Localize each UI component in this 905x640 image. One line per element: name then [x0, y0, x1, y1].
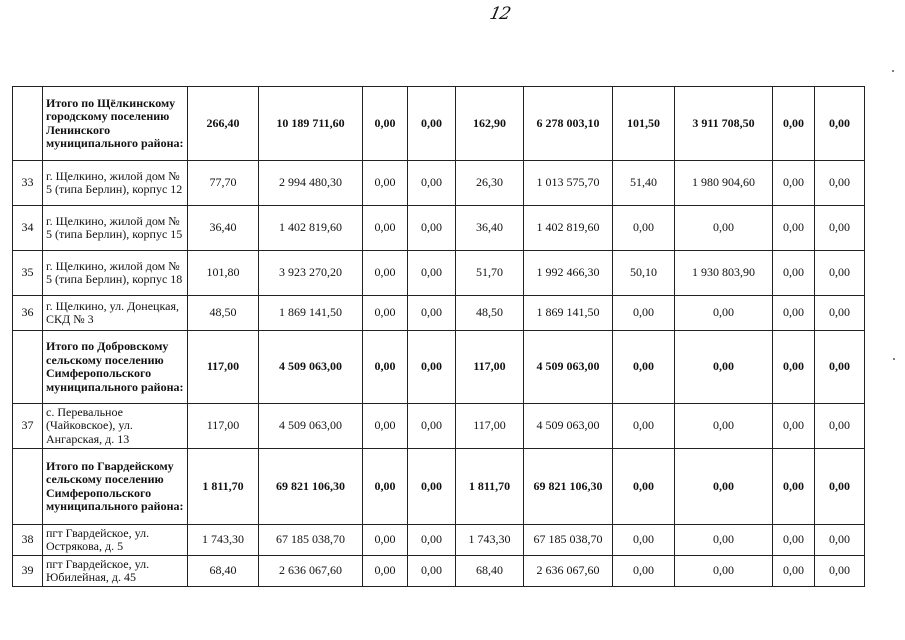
table-row	[13, 296, 865, 331]
cell-value: 48,50	[188, 296, 259, 331]
cell-value: 0,00	[773, 331, 815, 404]
cell-value: 0,00	[613, 206, 675, 251]
cell-value: 0,00	[675, 206, 773, 251]
cell-value: 26,30	[456, 161, 524, 206]
cell-value: 2 994 480,30	[259, 161, 363, 206]
row-name: Итого по Добровскому сельскому поселению Симферопольского муниципального района:	[43, 331, 188, 404]
cell-value: 117,00	[188, 404, 259, 449]
cell-value: 68,40	[188, 556, 259, 587]
row-name: г. Щелкино, ул. Донецкая, СКД № 3	[43, 296, 188, 331]
cell-value: 48,50	[456, 296, 524, 331]
page-number: 12	[487, 4, 512, 24]
cell-value: 77,70	[188, 161, 259, 206]
cell-value: 1 811,70	[188, 449, 259, 525]
cell-value: 0,00	[408, 404, 456, 449]
cell-value: 0,00	[363, 87, 408, 161]
cell-value: 0,00	[773, 404, 815, 449]
cell-value: 51,70	[456, 251, 524, 296]
cell-value: 2 636 067,60	[259, 556, 363, 587]
cell-value: 0,00	[613, 296, 675, 331]
cell-value: 0,00	[613, 331, 675, 404]
scan-speck	[892, 70, 894, 72]
cell-value: 67 185 038,70	[524, 525, 613, 556]
cell-value: 1 743,30	[456, 525, 524, 556]
cell-value: 10 189 711,60	[259, 87, 363, 161]
cell-value: 4 509 063,00	[259, 331, 363, 404]
table-row	[13, 404, 865, 449]
cell-value: 4 509 063,00	[524, 331, 613, 404]
cell-value: 4 509 063,00	[524, 404, 613, 449]
cell-value: 4 509 063,00	[259, 404, 363, 449]
cell-value: 1 992 466,30	[524, 251, 613, 296]
row-number: 35	[13, 251, 43, 296]
cell-value: 3 923 270,20	[259, 251, 363, 296]
cell-value: 6 278 003,10	[524, 87, 613, 161]
cell-value: 117,00	[188, 331, 259, 404]
cell-value: 0,00	[363, 404, 408, 449]
cell-value: 0,00	[675, 331, 773, 404]
cell-value: 0,00	[815, 449, 865, 525]
cell-value: 0,00	[408, 449, 456, 525]
cell-value: 1 402 819,60	[259, 206, 363, 251]
table-row	[13, 87, 865, 161]
cell-value: 0,00	[408, 87, 456, 161]
cell-value: 0,00	[773, 206, 815, 251]
row-name: г. Щелкино, жилой дом № 5 (типа Берлин), корпус 18	[43, 251, 188, 296]
cell-value: 1 930 803,90	[675, 251, 773, 296]
row-number: 34	[13, 206, 43, 251]
cell-value: 0,00	[363, 556, 408, 587]
cell-value: 117,00	[456, 404, 524, 449]
cell-value: 67 185 038,70	[259, 525, 363, 556]
cell-value: 0,00	[408, 296, 456, 331]
cell-value: 0,00	[675, 449, 773, 525]
cell-value: 0,00	[815, 525, 865, 556]
row-number: 39	[13, 556, 43, 587]
row-name: с. Перевальное (Чайковское), ул. Ангарская, д. 13	[43, 404, 188, 449]
cell-value: 0,00	[815, 556, 865, 587]
cell-value: 0,00	[773, 449, 815, 525]
table-row	[13, 556, 865, 587]
cell-value: 69 821 106,30	[524, 449, 613, 525]
cell-value: 0,00	[408, 556, 456, 587]
row-number: 37	[13, 404, 43, 449]
cell-value: 2 636 067,60	[524, 556, 613, 587]
row-name: г. Щелкино, жилой дом № 5 (типа Берлин), корпус 12	[43, 161, 188, 206]
row-number	[13, 331, 43, 404]
table-row	[13, 161, 865, 206]
row-number	[13, 87, 43, 161]
cell-value: 0,00	[675, 525, 773, 556]
cell-value: 36,40	[188, 206, 259, 251]
table-row	[13, 331, 865, 404]
cell-value: 0,00	[773, 251, 815, 296]
cell-value: 0,00	[613, 556, 675, 587]
cell-value: 0,00	[815, 87, 865, 161]
cell-value: 0,00	[675, 556, 773, 587]
cell-value: 0,00	[815, 296, 865, 331]
cell-value: 101,80	[188, 251, 259, 296]
cell-value: 1 743,30	[188, 525, 259, 556]
cell-value: 3 911 708,50	[675, 87, 773, 161]
cell-value: 0,00	[815, 331, 865, 404]
row-name: Итого по Щёлкинскому городскому поселению Ленинского муниципального района:	[43, 87, 188, 161]
cell-value: 0,00	[773, 161, 815, 206]
cell-value: 0,00	[408, 206, 456, 251]
cell-value: 0,00	[815, 161, 865, 206]
row-number	[13, 449, 43, 525]
cell-value: 0,00	[815, 206, 865, 251]
row-number: 36	[13, 296, 43, 331]
cell-value: 0,00	[773, 87, 815, 161]
cell-value: 0,00	[613, 449, 675, 525]
row-number: 38	[13, 525, 43, 556]
cell-value: 0,00	[408, 331, 456, 404]
row-number: 33	[13, 161, 43, 206]
cell-value: 0,00	[815, 404, 865, 449]
row-name: пгт Гвардейское, ул. Острякова, д. 5	[43, 525, 188, 556]
table-row	[13, 251, 865, 296]
cell-value: 0,00	[363, 206, 408, 251]
cell-value: 1 869 141,50	[259, 296, 363, 331]
cell-value: 0,00	[773, 525, 815, 556]
cell-value: 0,00	[675, 296, 773, 331]
row-name: пгт Гвардейское, ул. Юбилейная, д. 45	[43, 556, 188, 587]
cell-value: 266,40	[188, 87, 259, 161]
cell-value: 0,00	[363, 449, 408, 525]
row-name: Итого по Гвардейскому сельскому поселению Симферопольского муниципального района:	[43, 449, 188, 525]
cell-value: 68,40	[456, 556, 524, 587]
table-body	[13, 87, 865, 587]
cell-value: 1 980 904,60	[675, 161, 773, 206]
cell-value: 0,00	[363, 161, 408, 206]
cell-value: 0,00	[363, 251, 408, 296]
cell-value: 0,00	[815, 251, 865, 296]
cell-value: 1 402 819,60	[524, 206, 613, 251]
resettlement-table	[12, 86, 865, 587]
table-row	[13, 525, 865, 556]
cell-value: 0,00	[613, 404, 675, 449]
cell-value: 0,00	[408, 525, 456, 556]
cell-value: 1 869 141,50	[524, 296, 613, 331]
cell-value: 51,40	[613, 161, 675, 206]
row-name: г. Щелкино, жилой дом № 5 (типа Берлин), корпус 15	[43, 206, 188, 251]
cell-value: 1 811,70	[456, 449, 524, 525]
cell-value: 101,50	[613, 87, 675, 161]
cell-value: 0,00	[363, 525, 408, 556]
cell-value: 50,10	[613, 251, 675, 296]
cell-value: 117,00	[456, 331, 524, 404]
scan-speck	[893, 358, 895, 360]
cell-value: 69 821 106,30	[259, 449, 363, 525]
cell-value: 0,00	[773, 296, 815, 331]
table-row	[13, 449, 865, 525]
cell-value: 0,00	[675, 404, 773, 449]
cell-value: 0,00	[613, 525, 675, 556]
cell-value: 1 013 575,70	[524, 161, 613, 206]
cell-value: 0,00	[408, 161, 456, 206]
cell-value: 162,90	[456, 87, 524, 161]
cell-value: 0,00	[773, 556, 815, 587]
cell-value: 36,40	[456, 206, 524, 251]
cell-value: 0,00	[408, 251, 456, 296]
cell-value: 0,00	[363, 331, 408, 404]
cell-value: 0,00	[363, 296, 408, 331]
table-row	[13, 206, 865, 251]
